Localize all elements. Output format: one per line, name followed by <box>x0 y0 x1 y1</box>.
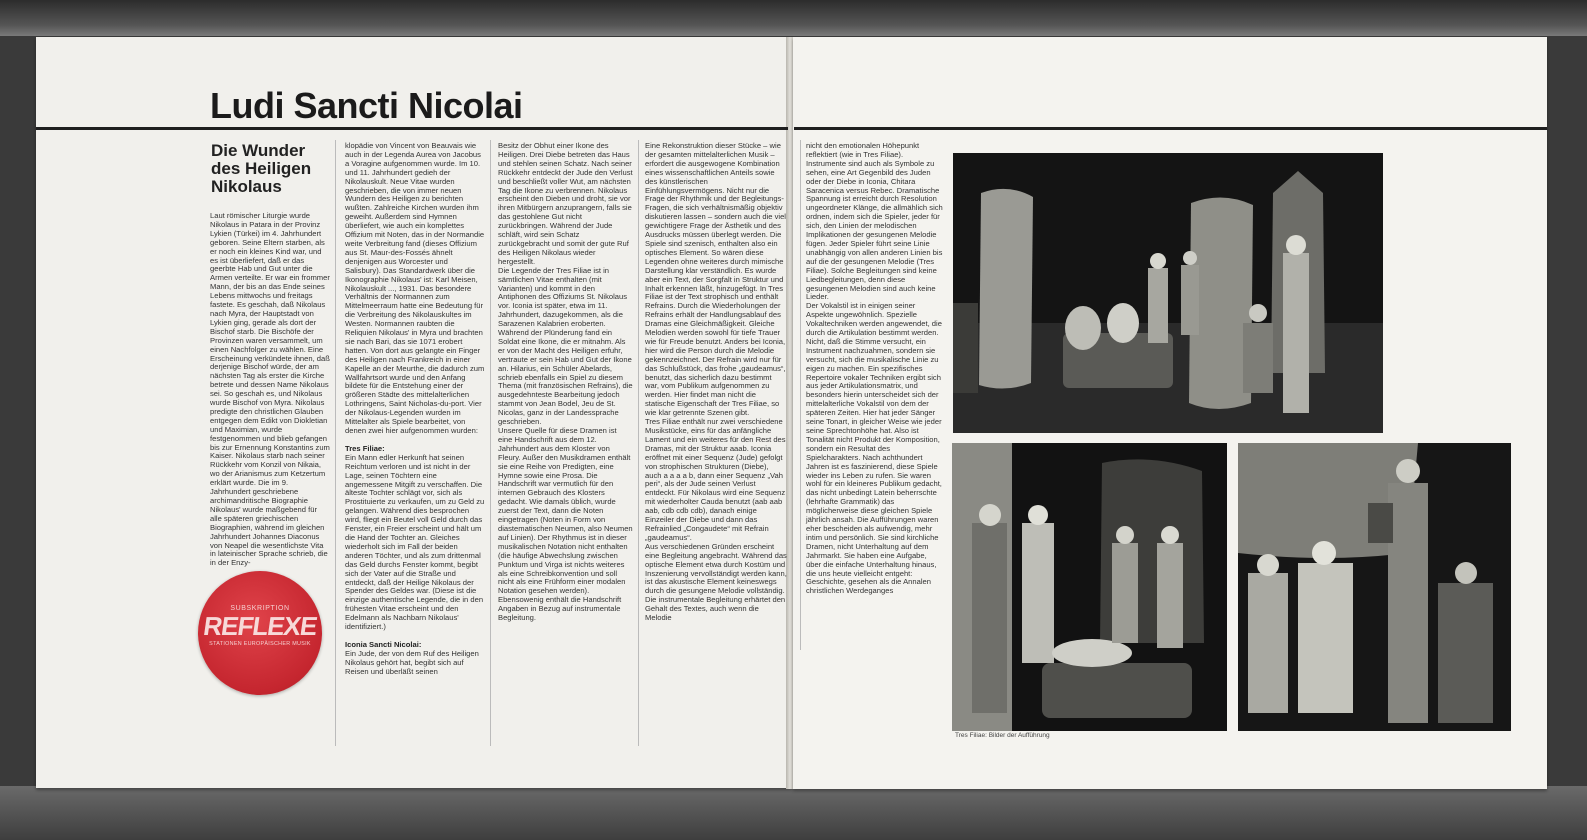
column-divider <box>490 140 491 746</box>
page-title: Ludi Sancti Nicolai <box>210 85 523 126</box>
background-bottom <box>0 786 1587 840</box>
background-top <box>0 0 1587 36</box>
paragraph: Besitz der Obhut einer Ikone des Heiligen. Drei Diebe betreten das Haus und stehlen seinen Schatz. Nach seiner Rückkehr entdeckt der Jude den Verlust und beschließt voller Wut, am nächsten Tag die Ikone zu verbrennen. Nikolaus erscheint den Dieben und droht, sie vor ihren Mitbürgern anzuprangern, falls sie das gestohlene Gut nicht zurückbringen. Während der Jude schläft, wird sein Schatz zurückgebracht und somit der gute Ruf des Heiligen Nikolaus wieder hergestellt. <box>498 141 633 266</box>
paragraph: Tres Filiae enthält nur zwei verschiedene Musikstücke, eins für das anfängliche Lament und ein weiteres für den Rest des Dramas, mit der Struktur aaab. Iconia eröffnet mit einer Sequenz (Jude) gefolgt von strophischen Strukturen (Diebe), auch a a a a b, dann einer Sequenz „Vah peri“, als der Jude seinen Verlust entdeckt. Für Nikolaus wird eine Sequenz mit wiederholter Cauda benutzt (aab aab aab, cdb cdb cdb), danach einige Einzeiler der Diebe und dann das Refrainlied „Congaudete“ mit Refrain „gaudeamus“. <box>645 417 786 542</box>
text-column-4 <box>645 142 787 732</box>
title-rule-right <box>794 127 1547 130</box>
stage-photo-bottom-right-image <box>1238 443 1511 731</box>
badge-tagline: STATIONEN EUROPÄISCHER MUSIK <box>209 641 311 647</box>
column-divider <box>335 140 336 746</box>
article-subtitle: Die Wunder des Heiligen Nikolaus <box>211 141 312 196</box>
paragraph: Unsere Quelle für diese Dramen ist eine Handschrift aus dem 12. Jahrhundert aus dem Kloster von Fleury. Außer den Musikdramen enthält sie eine Reihe von Predigten, eine Hymne sowie eine Prosa. Die Handschrift war vermutlich für den internen Gebrauch des Klosters gedacht. Wie damals üblich, wurde zuerst der Text, dann die Noten eingetragen (Noten in Form von diastematischen Neumen, also Neumen auf Linien). Der Rhythmus ist in dieser musikalischen Notation nicht enthalten (die häufige Abwechslung zwischen Punktum und Virga ist nichts weiteres als eine Schreibkonvention und soll nicht als eine Frühform einer modalen Notation gesehen werden). Ebensowenig enthält die Handschrift Angaben in Bezug auf instrumentale Begleitung. <box>498 426 633 623</box>
text-column-5 <box>806 142 944 652</box>
stage-photo-bottom-left-image <box>952 443 1227 731</box>
stage-photo-top-image <box>953 153 1383 433</box>
photo-caption: Tres Filiae: Bilder der Aufführung <box>955 732 1050 739</box>
paragraph: Die Legende der Tres Filiae ist in sämtlichen Vitae enthalten (mit Varianten) und kommt in den Antiphonen des Offiziums St. Nikolaus vor. Iconia ist später, etwa im 11. Jahrhundert, dazugekommen, als die Sarazenen Kalabrien eroberten. Während der Plünderung fand ein Soldat eine Ikone, die er mitnahm. Als er von der Macht des Heiligen erfuhr, vertraute er sein Hab und Gut der Ikone an. Hilarius, ein Schüler Abelards, schrieb ebenfalls ein Spiel zu diesem Thema (mit französischen Refrains), die ausgedehnteste Bearbeitung jedoch stammt von Jean Bodel, Jeu de St. Nicolas, ganz in der Landessprache geschrieben. <box>498 265 633 427</box>
reflexe-logo: REFLEXE <box>201 611 319 641</box>
text-column-1 <box>210 211 330 568</box>
stage-photo-top <box>953 153 1383 433</box>
paragraph: Ein Jude, der von dem Ruf des Heiligen Nikolaus gehört hat, begibt sich auf Reisen und überläßt seinen <box>345 648 479 676</box>
text-column-3 <box>498 142 633 748</box>
paragraph: Ein Mann edler Herkunft hat seinen Reichtum verloren und ist nicht in der Lage, seinen Töchtern eine angemessene Mitgift zu verschaffen. Die älteste Tochter schlägt vor, sich als Prostituierte zu verkaufen, um zu Geld zu gelangen. Während dies besprochen wird, fliegt ein Beutel voll Geld durch das Fenster, ein Freier erscheint und hält um die Hand der Tochter an. Gleiches wiederholt sich im Fall der beiden anderen Töchter, und als zum drittenmal das Geld durchs Fenster kommt, begibt sich der Vater auf die Straße und entdeckt, daß der Heilige Nikolaus der Spender des Geldes war. (Diese ist die einzige authentische Legende, die in den frühesten Vitae erscheint und den Edelmann als Nachbarn Nikolaus' identifiziert.) <box>345 452 485 632</box>
paragraph: nicht den emotionalen Höhepunkt reflektiert (wie in Tres Filiae). Instrumente sind auch als Symbole zu sehen, eine Art Gegenbild des Juden oder der Diebe in Iconia, Chitara Saracenica versus Rebec. Dramatische Spannung ist erreicht durch Resolution ungeordneter Klänge, die allmählich sich ordnen, indem sich die Spieler, jeder für sich, den Linien der melodischen Implikationen der gesungenen Melodie fügen. Jeder Spieler führt seine Linie unabhängig von allen anderen Linien bis auf die der gesungenen Melodie (Tres Filiae). Solche Begleitungen sind keine Liedbegleitungen, denn diese gesungenen Melodien sind auch keine Lieder. <box>806 141 943 302</box>
column-divider <box>638 140 639 746</box>
paragraph: Eine Rekonstruktion dieser Stücke – wie der gesamten mittelalterlichen Musik – erfordert die ausgewogene Kombination eines wissenschaftlichen Anteils sowie des künstlerischen Einfühlungsvermögens. Nicht nur die Frage der Rhythmik und der Begleitungs-Fragen, die sich verhältnismäßig objektiv diskutieren lassen – sondern auch die viel gewichtigere Frage der Ästhetik und des Ausdrucks müssen überlegt werden. Die Spiele sind szenisch, enthalten also ein optisches Element. So wären diese Legenden ohne weiteres durch mimische Darstellung klar verständlich. Es wurde aber ein Text, der Sorgfalt in Struktur und Inhalt erkennen läßt, hinzugefügt. In Tres Filiae ist der Text strophisch und enthält Refrains. Durch die Wiederholungen der Refrains erhält der Handlungsablauf des Dramas eine Gleichmäßigkeit. Gleiche Melodien werden sowohl für tiefe Trauer wie für Freude benutzt. Anders bei Iconia, hier wird die Person durch die Melodie gekennzeichnet. Der Refrain wird nur für das Schlußstück, das frohe „gaudeamus“, benutzt, das sicherlich dazu bestimmt war, vom Publikum aufgenommen zu werden. Hier findet man nicht die statische Eigenschaft der Tres Filiae, so wie klar getrennte Szenen gibt. <box>645 141 786 418</box>
stage-photo-bottom-right <box>1238 443 1511 731</box>
badge-top-label: SUBSKRIPTION <box>230 605 290 612</box>
paragraph: Laut römischer Liturgie wurde Nikolaus in Patara in der Provinz Lykien (Türkei) im 4. Jahrhundert geboren. Seine Eltern starben, als er noch ein kleines Kind war, und es ist überliefert, daß er das geerbte Hab und Gut unter die Armen verteilte. Er war ein frommer Mann, der bis an das Ende seines Lebens mittwochs und freitags fastete. Es geschah, daß Nikolaus nach Myra, der Hauptstadt von Lykien ging, gerade als dort der Bischof starb. Die Bischöfe der Provinzen waren versammelt, um einen Nachfolger zu wählen. Eine Erscheinung verkündete ihnen, daß derjenige Bischof würde, der am nächsten Tag als erster die Kirche betrete und dessen Name Nikolaus sei. So geschah es, und Nikolaus wurde Bischof von Myra. Nikolaus predigte den christlichen Glauben entgegen dem Edikt von Diokletian und Maximian, wurde festgenommen und blieb gefangen bis zur Ernennung Konstantins zum Kaiser. Nikolaus starb nach seiner Rückkehr vom Konzil von Nikaia, wo der Arianismus zum Ketzertum erklärt wurde. Die im 9. Jahrhundert geschriebene archimandritische Biographie Nikolaus' wurde maßgebend für alle späteren griechischen Biographien, während im gleichen Jahrhundert Johannes Diaconus von Neapel die wesentlichste Vita in lateinischer Sprache schrieb, die in der Enzy- <box>210 211 330 568</box>
column-divider <box>800 140 801 650</box>
paragraph: klopädie von Vincent von Beauvais wie auch in der Legenda Aurea von Jacobus a Voragine aufgenommen wurde. Im 10. und 11. Jahrhundert gedieh der Nikolauskult. Neue Vitae wurden geschrieben, die von immer neuen Wundern des Heiligen zu berichten wußten. Zahlreiche Kirchen wurden ihm geweiht. Außerdem sind Hymnen überliefert, wie auch ein komplettes Offizium mit Noten, das in der Normandie weite Verbreitung fand (dieses Offizium aus St. Maur-des-Fossés ähnelt denjenigen aus Worcester und Salisbury). Das Standardwerk über die Ikonographie Nikolaus' ist: Karl Meisen, Nikolauskult ..., 1931. Das besondere Verhältnis der Normannen zum Mittelmeerraum hatte eine Bedeutung für die Verbreitung des Nikolauskultes im Westen. Normannen raubten die Reliquien Nikolaus' in Myra und brachten sie nach Bari, das sie 1071 erobert hatten. Von dort aus gelangte ein Finger des Heiligen nach Frankreich in einer Kapelle an der Meurthe, die dadurch zum Wallfahrtsort wurde und den Anfang bildete für die Entstehung einer der größeren Städte des mittelalterlichen Lothringens, Saint Nicholas-du-port. Vier der Nikolaus-Legenden wurden im Mittelalter als Spiele bearbeitet, von denen zwei hier aufgenommen wurden: <box>345 141 485 435</box>
text-column-2 <box>345 142 485 748</box>
section-heading: Iconia Sancti Nicolai: <box>345 639 422 649</box>
paragraph: Aus verschiedenen Gründen erscheint eine Begleitung angebracht. Während das optische Element etwa durch Kostüm und Inszenierung vervollständigt werden kann, ist das akustische Element keineswegs durch die gesungene Melodie vollständig. Die instrumentale Begleitung erhärtet den Gehalt des Textes, auch wenn die Melodie <box>645 541 787 623</box>
section-heading: Tres Filiae: <box>345 443 385 453</box>
paragraph: Der Vokalstil ist in einigen seiner Aspekte ungewöhnlich. Spezielle Vokaltechniken werden angewendet, die durch die Artikulation bestimmt werden. Nicht, daß die Stimme versucht, ein Instrument nachzuahmen, sondern sie versucht, sich die musikalische Linie zu eigen zu machen. Ein spezifisches Repertoire vokaler Techniken ergibt sich aus jeder Artikulationsmatrix, und besonders hierin unterscheidet sich der mittelalterliche Vokalstil von dem der späteren Zeiten. Hier hat jeder Sänger seine Tonart, in gleicher Weise wie jeder seine Sprechtonhöhe hat. Also ist Tonalität nicht Produkt der Komposition, sondern ein Resultat des Spielcharakters. Nach achthundert Jahren ist es faszinierend, diese Spiele wieder ins Leben zu rufen. Sie waren wohl für ein kleineres Publikum gedacht, das nicht unbedingt Latein beherrschte (lehrhafte Grammatik) das möglicherweise diese gleichen Spiele jährlich ansah. Die Aufführungen waren eher bescheiden als aufwendig, mehr intim und persönlich. Sie sind kirchliche Dramen, nicht Unterhaltung auf dem Jahrmarkt. Sie haben eine Aufgabe, über die einfache Unterhaltung hinaus, die uns heute vielleicht entgeht: Geschichte, gesehen als die Annalen christlichen Werdeganges <box>806 301 942 596</box>
reflexe-subscription-badge <box>198 571 322 695</box>
stage-photo-bottom-left <box>952 443 1227 731</box>
